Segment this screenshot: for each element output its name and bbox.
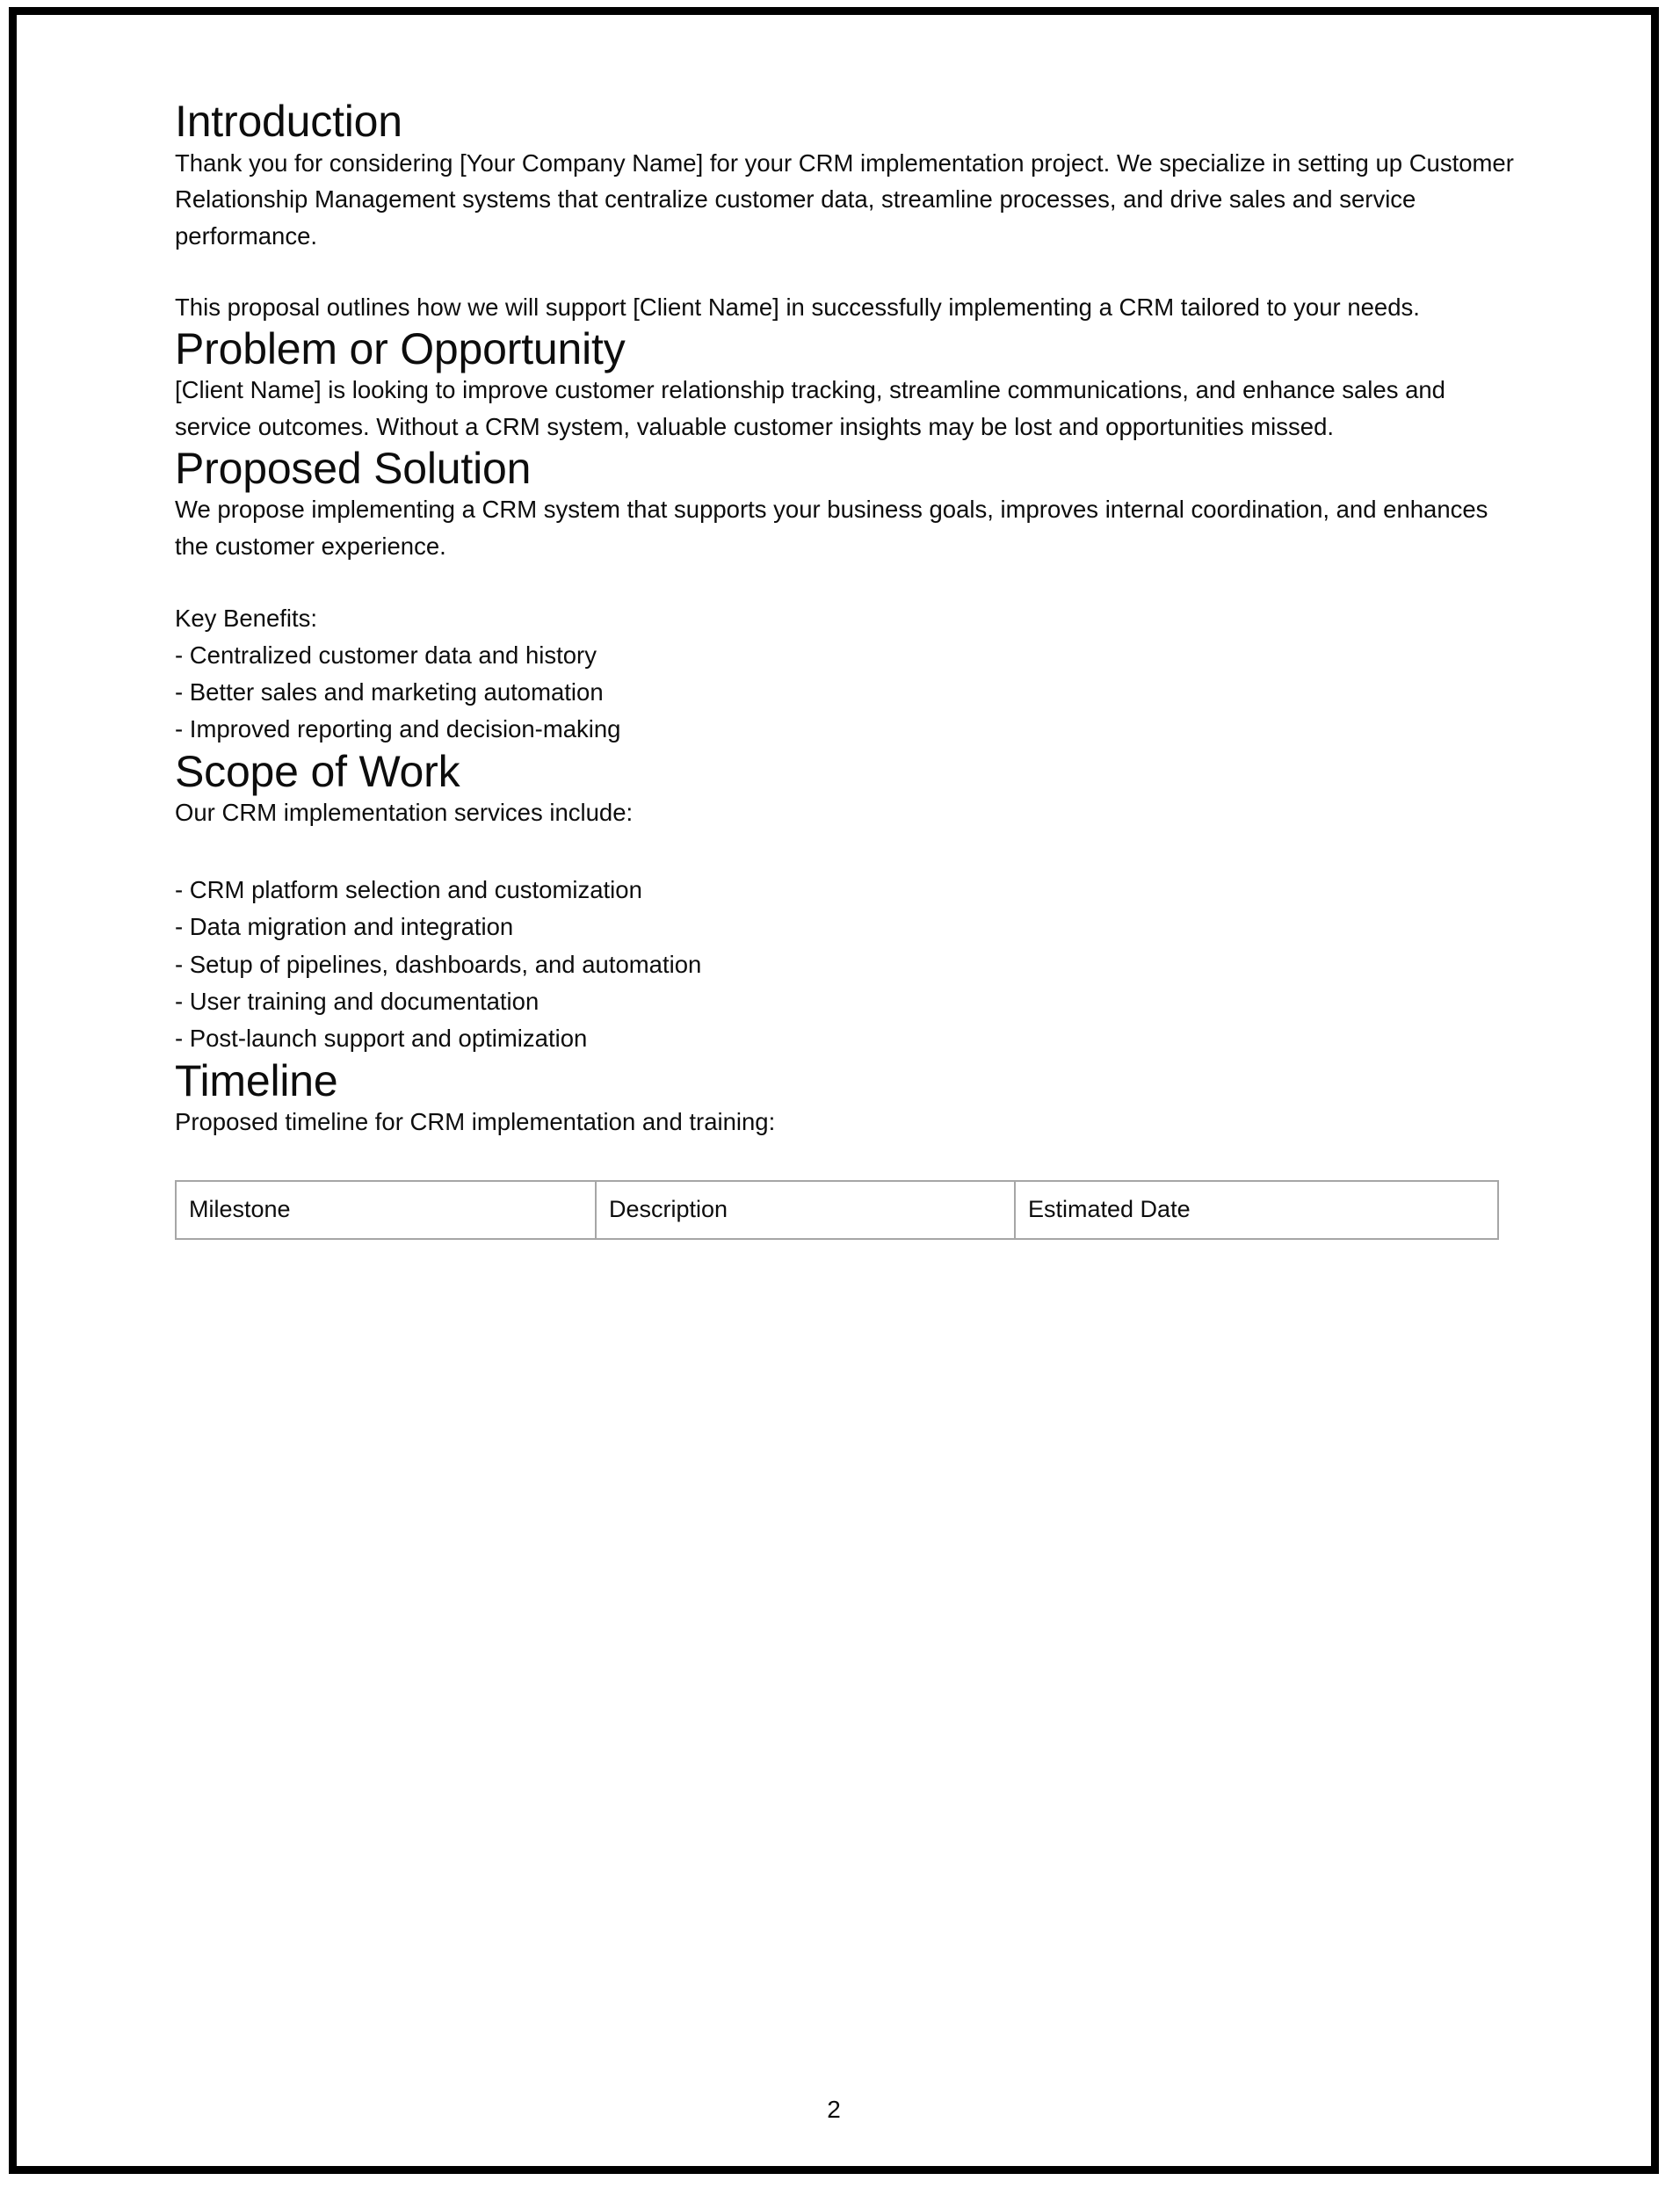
heading-proposed-solution: Proposed Solution: [175, 443, 532, 493]
paragraph-introduction-1: Thank you for considering [Your Company Name] for your CRM implementation project. We specialize in setting up Customer Relationship Management systems that centralize customer data, streamline processes, and drive sales and service performance.: [175, 149, 1514, 250]
heading-timeline: Timeline: [175, 1055, 338, 1105]
paragraph-introduction-2: This proposal outlines how we will support [Client Name] in successfully implementing a CRM tailored to your needs.: [175, 293, 1420, 321]
spacer: [175, 565, 1528, 600]
spacer: [175, 831, 1528, 872]
paragraph-problem-1: [Client Name] is looking to improve customer relationship tracking, streamline communications, and enhance sales and service outcomes. Without a CRM system, valuable customer insights may be lost and opportunities missed.: [175, 376, 1445, 440]
list-item: - Centralized customer data and history: [175, 641, 597, 669]
section-introduction: [175, 98, 1528, 326]
table-header-description: Description: [596, 1181, 1015, 1239]
list-item: - User training and documentation: [175, 988, 539, 1016]
page-border-frame: [9, 7, 1659, 2174]
heading-scope-of-work: Scope of Work: [175, 746, 460, 796]
section-proposed-solution: [175, 443, 1528, 749]
page-number: 2: [827, 2096, 841, 2123]
list-item: - Better sales and marketing automation: [175, 678, 604, 706]
table-header-row: [176, 1181, 1498, 1239]
table-header-milestone: Milestone: [176, 1181, 596, 1239]
section-scope-of-work: [175, 746, 1528, 1058]
paragraph-scope-1: Our CRM implementation services include:: [175, 799, 634, 827]
list-item: - Setup of pipelines, dashboards, and automation: [175, 950, 702, 978]
table-header-estimated-date: Estimated Date: [1015, 1181, 1498, 1239]
key-benefits-label: Key Benefits:: [175, 604, 318, 632]
document-body: [175, 98, 1528, 1240]
scope-of-work-list: [175, 872, 1528, 1058]
list-item: - Data migration and integration: [175, 913, 514, 941]
key-benefits-list: [175, 637, 1528, 749]
heading-problem-or-opportunity: Problem or Opportunity: [175, 323, 626, 373]
heading-introduction: Introduction: [175, 97, 402, 146]
section-problem-or-opportunity: [175, 323, 1528, 446]
section-timeline: [175, 1055, 1528, 1240]
paragraph-timeline-1: Proposed timeline for CRM implementation and training:: [175, 1108, 776, 1136]
list-item: - Improved reporting and decision-making: [175, 715, 621, 743]
list-item: - Post-launch support and optimization: [175, 1025, 588, 1053]
timeline-table: [175, 1180, 1499, 1240]
paragraph-solution-1: We propose implementing a CRM system that supports your business goals, improves internal coordination, and enhances the customer experience.: [175, 496, 1488, 561]
list-item: - CRM platform selection and customization: [175, 876, 642, 903]
